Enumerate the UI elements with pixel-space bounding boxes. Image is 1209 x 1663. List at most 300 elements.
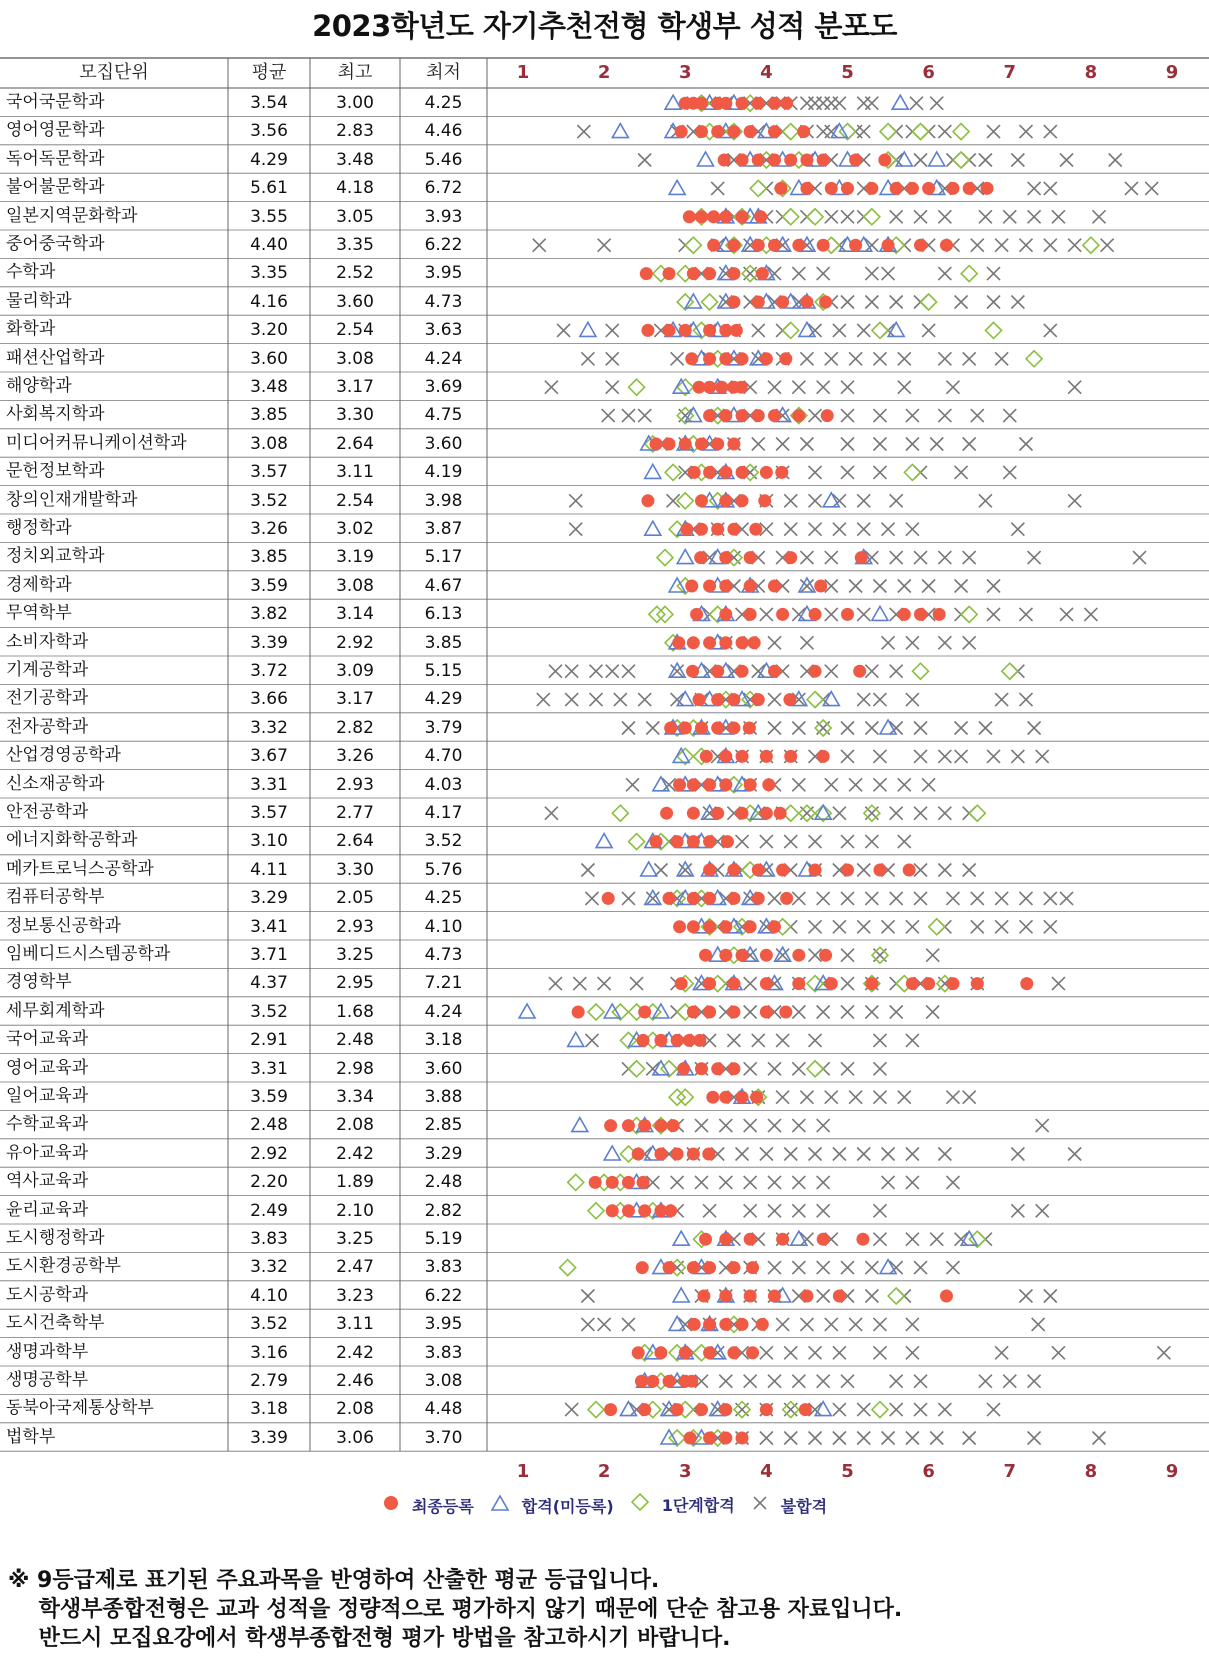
fail-marker (744, 1006, 757, 1019)
fail-marker (1028, 551, 1041, 564)
min-grade: 3.52 (424, 831, 463, 852)
min-grade: 4.29 (424, 689, 463, 710)
fail-marker (752, 438, 765, 451)
avg-grade: 3.85 (250, 547, 288, 568)
fail-marker (873, 580, 886, 593)
min-grade: 4.70 (424, 746, 463, 767)
fail-marker (963, 438, 976, 451)
fail-marker (914, 1403, 927, 1416)
fail-marker (1028, 722, 1041, 735)
fail-marker (995, 892, 1008, 905)
final-marker (719, 1091, 732, 1104)
min-grade: 6.22 (424, 1285, 463, 1306)
fail-marker (930, 1233, 943, 1246)
fail-marker (987, 1403, 1000, 1416)
fail-marker (581, 864, 594, 877)
fail-marker (1060, 154, 1073, 167)
max-grade: 3.17 (336, 689, 374, 710)
final-marker (719, 1432, 732, 1445)
avg-grade: 3.82 (250, 604, 288, 625)
min-grade: 5.19 (424, 1229, 463, 1249)
stage1-marker (913, 663, 929, 679)
fail-marker (857, 693, 870, 706)
stage1-marker (588, 1004, 604, 1020)
fail-marker (817, 381, 830, 394)
final-marker (604, 1403, 617, 1416)
avg-grade: 2.91 (250, 1030, 288, 1051)
unit-name: 무역학부 (6, 603, 72, 624)
min-grade: 4.25 (424, 888, 463, 909)
fail-marker (581, 1290, 594, 1303)
final-marker (792, 409, 805, 422)
final-marker (940, 239, 953, 252)
min-grade: 6.13 (424, 604, 463, 625)
min-grade: 4.10 (424, 916, 463, 937)
fail-marker (841, 835, 854, 848)
fail-marker (906, 523, 919, 536)
unit-name: 행정학과 (6, 518, 72, 538)
min-grade: 3.98 (424, 490, 463, 511)
unit-name: 동북아국제통상학부 (6, 1398, 154, 1419)
unit-name: 도시행정학과 (6, 1228, 105, 1248)
pass-marker (677, 692, 693, 706)
pass-marker (519, 1004, 535, 1018)
fail-marker (695, 1176, 708, 1189)
final-marker (673, 778, 686, 791)
fail-marker (987, 750, 1000, 763)
final-marker (654, 1346, 667, 1359)
fail-marker (1011, 1204, 1024, 1217)
fail-marker (857, 1148, 870, 1161)
stage1-marker (702, 294, 718, 310)
fail-marker (995, 239, 1008, 252)
unit-name: 전자공학과 (6, 716, 89, 737)
final-marker (744, 1290, 757, 1303)
unit-name: 영어교육과 (6, 1057, 89, 1078)
pass-marker (929, 152, 945, 166)
fail-marker (865, 1261, 878, 1274)
fail-marker (926, 949, 939, 962)
fail-marker (606, 324, 619, 337)
fail-marker (1101, 239, 1114, 252)
final-marker (707, 239, 720, 252)
final-marker (727, 977, 740, 990)
max-grade: 3.11 (336, 1314, 374, 1335)
fail-marker (971, 409, 984, 422)
fail-marker (963, 352, 976, 365)
min-grade: 5.46 (424, 149, 463, 170)
fail-marker (987, 608, 1000, 621)
final-marker (677, 1062, 690, 1075)
fail-marker (849, 1318, 862, 1331)
unit-name: 수학과 (6, 262, 56, 283)
fail-marker (1052, 977, 1065, 990)
fail-marker (963, 864, 976, 877)
fail-marker (719, 1119, 732, 1132)
final-marker (736, 665, 749, 678)
pass-marker (568, 1032, 584, 1046)
fail-marker (565, 693, 578, 706)
final-marker (703, 892, 716, 905)
fail-marker (890, 665, 903, 678)
max-grade: 2.08 (336, 1399, 374, 1420)
min-grade: 6.22 (424, 235, 463, 255)
final-marker (776, 608, 789, 621)
final-marker (727, 1062, 740, 1075)
fail-marker (817, 1119, 830, 1132)
final-marker (768, 920, 781, 933)
final-marker (825, 182, 838, 195)
fail-marker (857, 324, 870, 337)
final-marker (817, 750, 830, 763)
fail-marker (744, 1204, 757, 1217)
avg-grade: 3.71 (250, 945, 288, 965)
stage1-marker (629, 1061, 645, 1077)
footnote-line-2: 학생부종합전형은 교과 성적을 정량적으로 평가하지 않기 때문에 단순 참고용 자료입니다. (8, 1597, 903, 1622)
final-marker (685, 580, 698, 593)
min-grade: 3.93 (424, 206, 463, 227)
final-marker (833, 1290, 846, 1303)
fail-marker (825, 210, 838, 223)
fail-marker (800, 1318, 813, 1331)
fail-marker (1060, 892, 1073, 905)
final-marker (799, 1403, 812, 1416)
fail-marker (626, 778, 639, 791)
unit-name: 산업경영공학과 (6, 745, 121, 766)
fail-marker (926, 1006, 939, 1019)
fail-marker (1011, 750, 1024, 763)
fail-marker (776, 438, 789, 451)
pass-marker (791, 1231, 807, 1245)
avg-grade: 3.57 (250, 803, 288, 823)
fail-marker (825, 778, 838, 791)
unit-name: 생명공학부 (6, 1370, 89, 1390)
fail-marker (671, 352, 684, 365)
final-marker (752, 296, 765, 309)
final-marker (768, 1290, 781, 1303)
pass-marker (698, 152, 714, 166)
unit-name: 컴퓨터공학부 (6, 887, 105, 908)
min-grade: 4.75 (424, 405, 463, 426)
stage1-marker (807, 1061, 823, 1077)
avg-grade: 3.55 (250, 206, 288, 227)
final-marker (632, 1148, 645, 1161)
final-marker (690, 608, 703, 621)
final-marker (727, 864, 740, 877)
final-marker (752, 97, 765, 110)
final-marker (809, 665, 822, 678)
fail-marker (898, 381, 911, 394)
diamond-icon (630, 1492, 650, 1516)
max-grade: 2.83 (336, 121, 374, 142)
fail-marker (1145, 182, 1158, 195)
legend-label: 불합격 (780, 1496, 828, 1516)
fail-marker (744, 1119, 757, 1132)
avg-grade: 2.92 (250, 1143, 288, 1164)
fail-marker (545, 381, 558, 394)
fail-marker (873, 1062, 886, 1075)
max-grade: 2.64 (336, 831, 374, 852)
final-marker (768, 154, 781, 167)
fail-marker (792, 1204, 805, 1217)
final-marker (572, 1006, 585, 1019)
fail-marker (890, 892, 903, 905)
stage1-marker (1083, 237, 1099, 253)
fail-marker (1084, 608, 1097, 621)
pass-marker (872, 606, 888, 620)
min-grade: 7.21 (424, 973, 463, 994)
fail-marker (890, 722, 903, 735)
fail-marker (833, 1432, 846, 1445)
fail-marker (873, 352, 886, 365)
avg-grade: 3.59 (250, 575, 288, 596)
avg-grade: 3.52 (250, 490, 288, 511)
final-marker (711, 665, 724, 678)
fail-marker (800, 352, 813, 365)
final-marker (675, 977, 688, 990)
fail-marker (1068, 381, 1081, 394)
fail-marker (792, 1176, 805, 1189)
min-grade: 3.95 (424, 1314, 463, 1335)
final-marker (849, 154, 862, 167)
fail-marker (1028, 1432, 1041, 1445)
unit-name: 도시환경공학부 (6, 1256, 121, 1277)
unit-name: 생명과학부 (6, 1341, 89, 1362)
avg-grade: 3.60 (250, 348, 288, 369)
final-marker (703, 1318, 716, 1331)
unit-name: 수학교육과 (6, 1114, 89, 1135)
avg-grade: 3.39 (250, 632, 288, 653)
fail-marker (946, 1261, 959, 1274)
final-marker (719, 1290, 732, 1303)
final-marker (638, 1403, 651, 1416)
final-marker (760, 949, 773, 962)
fail-marker (1125, 182, 1138, 195)
final-marker (727, 1006, 740, 1019)
final-marker (727, 296, 740, 309)
fail-marker (1019, 608, 1032, 621)
final-marker (711, 125, 724, 138)
final-marker (817, 1233, 830, 1246)
final-marker (719, 210, 732, 223)
fail-marker (898, 778, 911, 791)
unit-name: 임베디드시스템공학과 (6, 944, 171, 964)
fail-marker (800, 438, 813, 451)
fail-marker (833, 807, 846, 820)
final-marker (736, 97, 749, 110)
final-marker (882, 239, 895, 252)
max-grade: 2.47 (336, 1257, 374, 1278)
max-grade: 2.93 (336, 916, 374, 937)
final-marker (736, 154, 749, 167)
max-grade: 3.48 (336, 149, 374, 170)
final-marker (650, 438, 663, 451)
fail-marker (857, 920, 870, 933)
final-marker (914, 239, 927, 252)
fail-marker (752, 324, 765, 337)
fail-marker (1019, 892, 1032, 905)
fail-marker (1028, 182, 1041, 195)
max-grade: 2.54 (336, 490, 374, 511)
final-marker (635, 1375, 648, 1388)
final-marker (719, 608, 732, 621)
fail-marker (1044, 239, 1057, 252)
unit-name: 윤리교육과 (6, 1199, 89, 1220)
avg-grade: 2.79 (250, 1371, 288, 1391)
final-marker (671, 835, 684, 848)
final-marker (650, 835, 663, 848)
fail-marker (1003, 466, 1016, 479)
fail-marker (752, 665, 765, 678)
final-marker (660, 807, 673, 820)
unit-name: 메카트로닉스공학과 (6, 858, 154, 879)
fail-marker (573, 977, 586, 990)
final-marker (736, 949, 749, 962)
fail-marker (890, 1403, 903, 1416)
footnote-line-1: ※ 9등급제로 표기된 주요과목을 반영하여 산출한 평균 등급입니다. (8, 1568, 660, 1593)
final-marker (695, 1062, 708, 1075)
max-grade: 2.95 (336, 973, 374, 994)
min-grade: 3.87 (424, 519, 463, 539)
final-marker (768, 125, 781, 138)
max-grade: 3.11 (336, 462, 374, 483)
final-marker (776, 1233, 789, 1246)
fail-marker (841, 466, 854, 479)
fail-marker (841, 1261, 854, 1274)
fail-marker (565, 665, 578, 678)
final-marker (671, 1148, 684, 1161)
fail-marker (768, 1062, 781, 1075)
unit-name: 불어불문학과 (6, 177, 105, 198)
max-grade: 2.77 (336, 803, 374, 823)
final-marker (981, 182, 994, 195)
final-marker (622, 1176, 635, 1189)
pass-marker (580, 322, 596, 336)
fail-marker (841, 977, 854, 990)
final-marker (792, 239, 805, 252)
fail-marker (865, 1006, 878, 1019)
fail-marker (857, 523, 870, 536)
fail-marker (1092, 1432, 1105, 1445)
final-marker (760, 1403, 773, 1416)
x-tick-top: 6 (922, 62, 935, 83)
fail-marker (971, 892, 984, 905)
final-marker (817, 239, 830, 252)
min-grade: 6.72 (424, 178, 463, 199)
fail-marker (995, 920, 1008, 933)
fail-marker (955, 1233, 968, 1246)
fail-marker (1036, 750, 1049, 763)
final-marker (727, 239, 740, 252)
final-marker (703, 920, 716, 933)
fail-marker (809, 523, 822, 536)
final-marker (744, 1233, 757, 1246)
stage1-marker (929, 919, 945, 935)
final-marker (673, 920, 686, 933)
final-marker (688, 466, 701, 479)
final-marker (809, 608, 822, 621)
stage1-marker (783, 124, 799, 140)
max-grade: 1.89 (336, 1172, 374, 1193)
max-grade: 3.30 (336, 859, 374, 880)
max-grade: 3.26 (336, 746, 374, 767)
fail-marker (760, 1148, 773, 1161)
fail-marker (873, 1233, 886, 1246)
final-marker (695, 210, 708, 223)
final-marker (622, 1204, 635, 1217)
fail-marker (1133, 551, 1146, 564)
fail-marker (569, 523, 582, 536)
fail-marker (569, 494, 582, 507)
fail-marker (1052, 1346, 1065, 1359)
min-grade: 2.48 (424, 1172, 463, 1193)
pass-marker (673, 1231, 689, 1245)
final-marker (602, 892, 615, 905)
fail-marker (914, 1261, 927, 1274)
final-marker (622, 1119, 635, 1132)
final-marker (637, 1176, 650, 1189)
min-grade: 4.46 (424, 121, 463, 142)
pass-marker (823, 493, 839, 507)
final-marker (736, 750, 749, 763)
final-marker (760, 807, 773, 820)
max-grade: 3.25 (336, 1229, 374, 1249)
fail-marker (602, 409, 615, 422)
avg-grade: 2.20 (250, 1172, 288, 1193)
fail-marker (1011, 296, 1024, 309)
max-grade: 3.08 (336, 575, 374, 596)
fail-marker (857, 494, 870, 507)
x-tick-bottom: 8 (1084, 1461, 1098, 1483)
fail-marker (971, 920, 984, 933)
unit-name: 신소재공학과 (6, 773, 105, 794)
final-marker (703, 381, 716, 394)
min-grade: 4.24 (424, 1001, 463, 1022)
fail-marker (865, 296, 878, 309)
fail-marker (914, 1375, 927, 1388)
avg-grade: 3.59 (250, 1087, 288, 1107)
final-marker (819, 296, 832, 309)
fail-marker (638, 154, 651, 167)
final-marker (703, 466, 716, 479)
stage1-marker (783, 322, 799, 338)
fail-marker (1011, 1148, 1024, 1161)
fail-marker (841, 1062, 854, 1075)
final-marker (752, 693, 765, 706)
max-grade: 3.19 (336, 547, 374, 568)
fail-marker (865, 835, 878, 848)
unit-name: 법학부 (6, 1426, 56, 1447)
legend-item-stage1 (626, 1492, 739, 1516)
fail-marker (809, 1148, 822, 1161)
final-marker (784, 750, 797, 763)
fail-marker (585, 1034, 598, 1047)
fail-marker (914, 750, 927, 763)
final-marker (663, 1375, 676, 1388)
fail-marker (1028, 1375, 1041, 1388)
fail-marker (1011, 523, 1024, 536)
final-marker (687, 807, 700, 820)
fail-marker (857, 608, 870, 621)
fail-marker (695, 1119, 708, 1132)
avg-grade: 2.48 (250, 1115, 288, 1136)
fail-marker (890, 807, 903, 820)
fail-marker (736, 1148, 749, 1161)
unit-name: 국어교육과 (6, 1029, 89, 1050)
fail-marker (744, 1176, 757, 1189)
fail-marker (590, 665, 603, 678)
pass-marker (596, 834, 612, 848)
